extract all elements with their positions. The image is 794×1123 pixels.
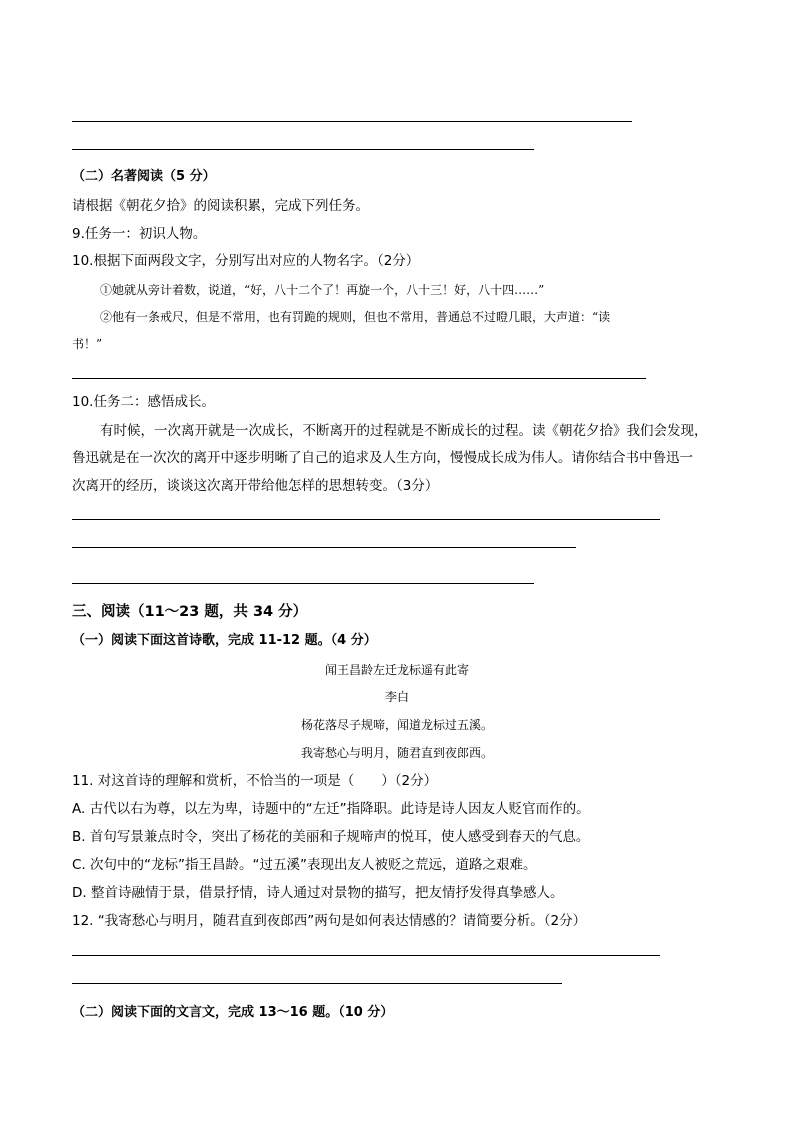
quote-text: ①她就从旁计着数，说道，“好，八十二个了！再旋一个，八十三！好，八十四……” [100, 283, 545, 297]
option-c: C. 次句中的“龙标”指王昌龄。“过五溪”表现出友人被贬之荒远，道路之艰难。 [72, 857, 537, 873]
answer-line [72, 583, 534, 584]
answer-line [72, 519, 660, 520]
task-label: 10.任务二：感悟成长。 [72, 394, 215, 410]
question-10: 10.根据下面两段文字，分别写出对应的人物名字。（2分） [72, 253, 420, 269]
quote-text: 书！” [72, 337, 103, 351]
paragraph-line: 次离开的经历，谈谈这次离开带给他怎样的思想转变。（3分） [72, 478, 439, 494]
answer-line [72, 955, 660, 956]
option-a: A. 古代以右为尊，以左为卑，诗题中的“左迁”指降职。此诗是诗人因友人贬官而作的。 [72, 801, 590, 817]
answer-line [72, 149, 534, 150]
subsection-heading: （一）阅读下面这首诗歌，完成 11-12 题。（4 分） [72, 633, 377, 648]
subsection-heading: （二）阅读下面的文言文，完成 13～16 题。（10 分） [72, 1005, 394, 1020]
answer-line [72, 378, 646, 379]
answer-line [72, 547, 576, 548]
poem-author: 李白 [384, 690, 409, 704]
poem-title: 闻王昌龄左迁龙标遥有此寄 [324, 663, 469, 677]
option-b: B. 首句写景兼点时令，突出了杨花的美丽和子规啼声的悦耳，使人感受到春天的气息。 [72, 829, 590, 845]
section-heading: （二）名著阅读（5 分） [72, 169, 216, 184]
section-heading: 三、阅读（11～23 题，共 34 分） [72, 604, 308, 620]
question-11: 11. 对这首诗的理解和赏析，不恰当的一项是（ ）（2分） [72, 773, 438, 789]
quote-text: ②他有一条戒尺，但是不常用，也有罚跪的规则，但也不常用，普通总不过瞪几眼，大声道：“读 [100, 310, 611, 324]
answer-line [72, 983, 562, 984]
paragraph-line: 有时候，一次离开就是一次成长，不断离开的过程就是不断成长的过程。读《朝花夕拾》我们会发现， [100, 423, 708, 439]
instruction-text: 请根据《朝花夕拾》的阅读积累，完成下列任务。 [72, 198, 369, 214]
option-d: D. 整首诗融情于景，借景抒情，诗人通过对景物的描写，把友情抒发得真挚感人。 [72, 885, 564, 901]
task-label: 9.任务一：初识人物。 [72, 226, 207, 242]
paragraph-line: 鲁迅就是在一次次的离开中逐步明晰了自己的追求及人生方向，慢慢成长成为伟人。请你结合书中鲁迅一 [72, 450, 693, 466]
answer-line [72, 121, 632, 122]
poem-line: 杨花落尽子规啼，闻道龙标过五溪。 [300, 718, 493, 732]
poem-line: 我寄愁心与明月，随君直到夜郎西。 [300, 746, 493, 760]
question-12: 12. “我寄愁心与明月，随君直到夜郎西”两句是如何表达情感的？请简要分析。（2分） [72, 913, 587, 929]
